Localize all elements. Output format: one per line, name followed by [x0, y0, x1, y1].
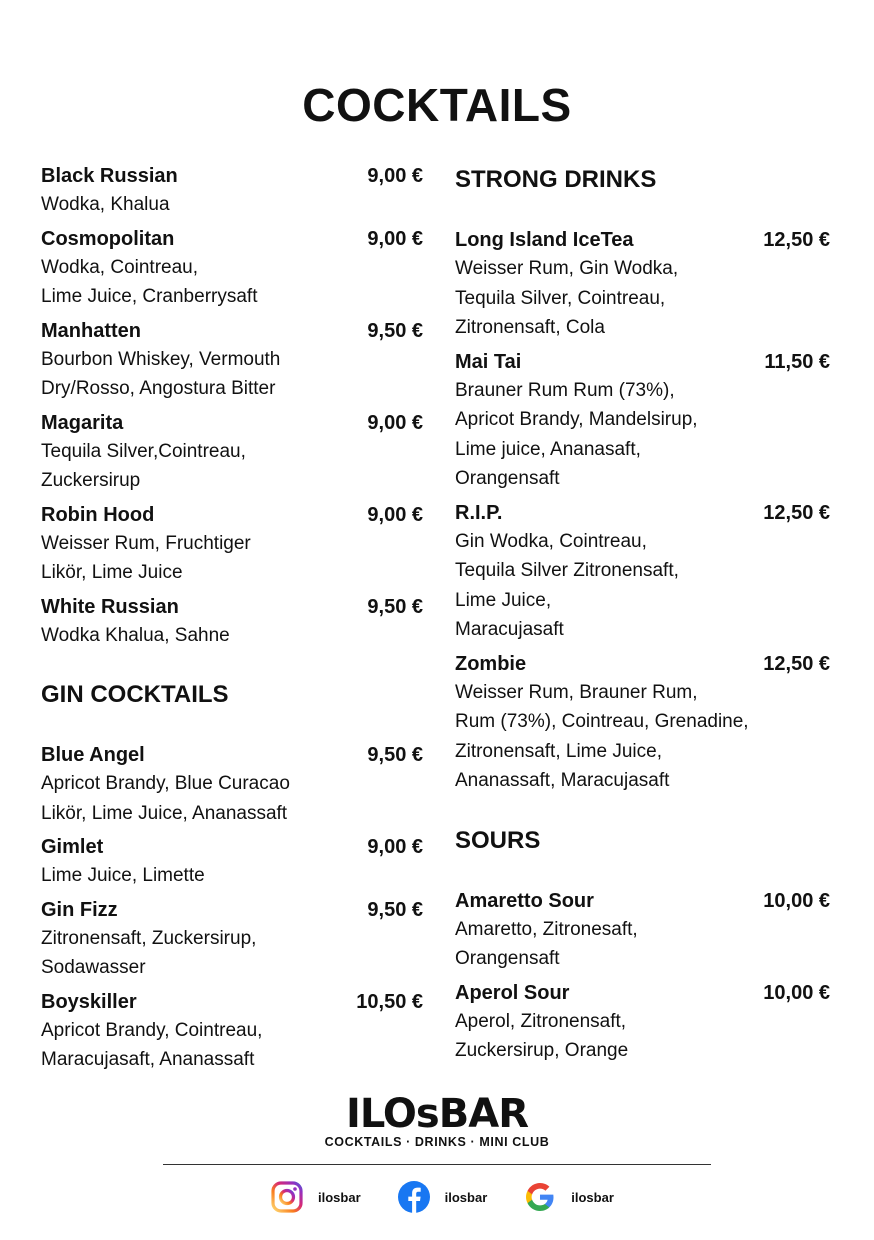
item-price: 9,50 € [367, 744, 423, 766]
item-name: Amaretto Sour [455, 889, 594, 912]
item-price: 12,50 € [763, 229, 830, 251]
item-name: Blue Angel [41, 744, 145, 766]
social-label: ilosbar [571, 1189, 614, 1205]
menu-item [41, 317, 423, 404]
item-price: 10,00 € [763, 981, 830, 1004]
menu-item [41, 741, 423, 828]
item-name: White Russian [41, 595, 179, 618]
item-price: 10,00 € [763, 889, 830, 912]
item-desc: Weisser Rum, Fruchtiger Likör, Lime Juice [41, 532, 251, 583]
item-desc: Weisser Rum, Brauner Rum, Rum (73%), Cointreau, Grenadine, Zitronensaft, Lime Juice, Ananassaft, Maracujasaft [455, 681, 749, 791]
item-desc: Wodka, Khalua [41, 194, 170, 215]
left-column [41, 162, 423, 1080]
menu-item [41, 409, 423, 496]
instagram-icon [270, 1180, 304, 1214]
menu-item [41, 593, 423, 651]
item-desc: Gin Wodka, Cointreau, Tequila Silver Zitronensaft, Lime Juice, Maracujasaft [455, 530, 679, 640]
social-links [270, 1180, 650, 1214]
item-price: 9,00 € [367, 227, 423, 250]
section-title-gin: GIN COCKTAILS [41, 681, 229, 708]
brand-tagline: COCKTAILS · DRINKS · MINI CLUB [324, 1135, 550, 1149]
item-price: 12,50 € [763, 652, 830, 675]
item-desc: Weisser Rum, Gin Wodka, Tequila Silver, Cointreau, Zitronensaft, Cola [455, 258, 679, 338]
menu-item [41, 225, 423, 312]
item-desc: Bourbon Whiskey, Vermouth Dry/Rosso, Angostura Bitter [41, 348, 281, 399]
item-price: 9,50 € [367, 898, 423, 921]
cocktails-list [41, 162, 423, 650]
item-price: 11,50 € [764, 350, 830, 373]
item-price: 12,50 € [763, 501, 830, 524]
item-price: 9,00 € [367, 411, 423, 434]
menu-item [41, 501, 423, 588]
menu-item [455, 979, 830, 1066]
item-price: 9,50 € [367, 319, 423, 342]
social-google[interactable] [523, 1180, 620, 1214]
section-title-strong: STRONG DRINKS [455, 166, 657, 193]
item-price: 9,00 € [367, 165, 423, 187]
item-name: Boyskiller [41, 990, 137, 1013]
item-desc: Apricot Brandy, Cointreau, Maracujasaft, Ananassaft [41, 1019, 263, 1070]
footer-logo [0, 1093, 874, 1149]
menu-item [41, 833, 423, 891]
item-name: R.I.P. [455, 501, 503, 524]
menu-item [455, 499, 830, 645]
item-desc: Zitronensaft, Zuckersirup, Sodawasser [41, 927, 257, 978]
menu-item [41, 896, 423, 983]
strong-list [455, 226, 830, 796]
item-name: Magarita [41, 411, 124, 434]
item-name: Zombie [455, 652, 527, 675]
menu-item [41, 162, 423, 220]
page-title: COCKTAILS [302, 79, 572, 131]
item-price: 9,00 € [367, 503, 423, 526]
menu-item [41, 988, 423, 1075]
item-price: 9,00 € [367, 836, 423, 858]
menu-item [455, 226, 830, 343]
menu-item [455, 887, 830, 974]
brand-logo: ILOsBAR [345, 1091, 528, 1137]
item-name: Gin Fizz [41, 898, 118, 921]
menu-item [455, 650, 830, 796]
item-price: 10,50 € [356, 990, 423, 1013]
item-desc: Lime Juice, Limette [41, 865, 205, 886]
social-label: ilosbar [444, 1189, 488, 1205]
item-name: Robin Hood [41, 503, 155, 526]
sours-list [455, 887, 830, 1066]
item-desc: Wodka, Cointreau, Lime Juice, Cranberrysaft [41, 256, 258, 307]
right-column [455, 164, 830, 1071]
item-desc: Aperol, Zitronensaft, Zuckersirup, Orange [455, 1010, 629, 1061]
item-desc: Apricot Brandy, Blue Curacao Likör, Lime Juice, Ananassaft [41, 773, 290, 824]
item-desc: Wodka Khalua, Sahne [41, 624, 230, 646]
google-icon [523, 1180, 557, 1214]
social-facebook[interactable] [397, 1180, 494, 1214]
item-name: Gimlet [41, 836, 104, 858]
item-name: Cosmopolitan [41, 227, 175, 250]
footer-divider [163, 1164, 711, 1165]
item-name: Manhatten [41, 319, 141, 342]
item-name: Long Island IceTea [455, 229, 634, 251]
item-desc: Tequila Silver,Cointreau, Zuckersirup [41, 440, 246, 491]
section-title-sours: SOURS [455, 826, 541, 854]
gin-list [41, 741, 423, 1075]
item-name: Black Russian [41, 165, 178, 187]
item-name: Mai Tai [455, 350, 522, 373]
social-label: ilosbar [318, 1189, 361, 1205]
item-price: 9,50 € [367, 595, 423, 618]
item-name: Aperol Sour [455, 981, 570, 1004]
facebook-icon [397, 1180, 431, 1214]
menu-item [455, 348, 830, 494]
item-desc: Amaretto, Zitronesaft, Orangensaft [455, 918, 638, 969]
item-desc: Brauner Rum Rum (73%), Apricot Brandy, Mandelsirup, Lime juice, Ananasaft, Orangensaft [455, 379, 698, 489]
social-instagram[interactable] [270, 1180, 367, 1214]
